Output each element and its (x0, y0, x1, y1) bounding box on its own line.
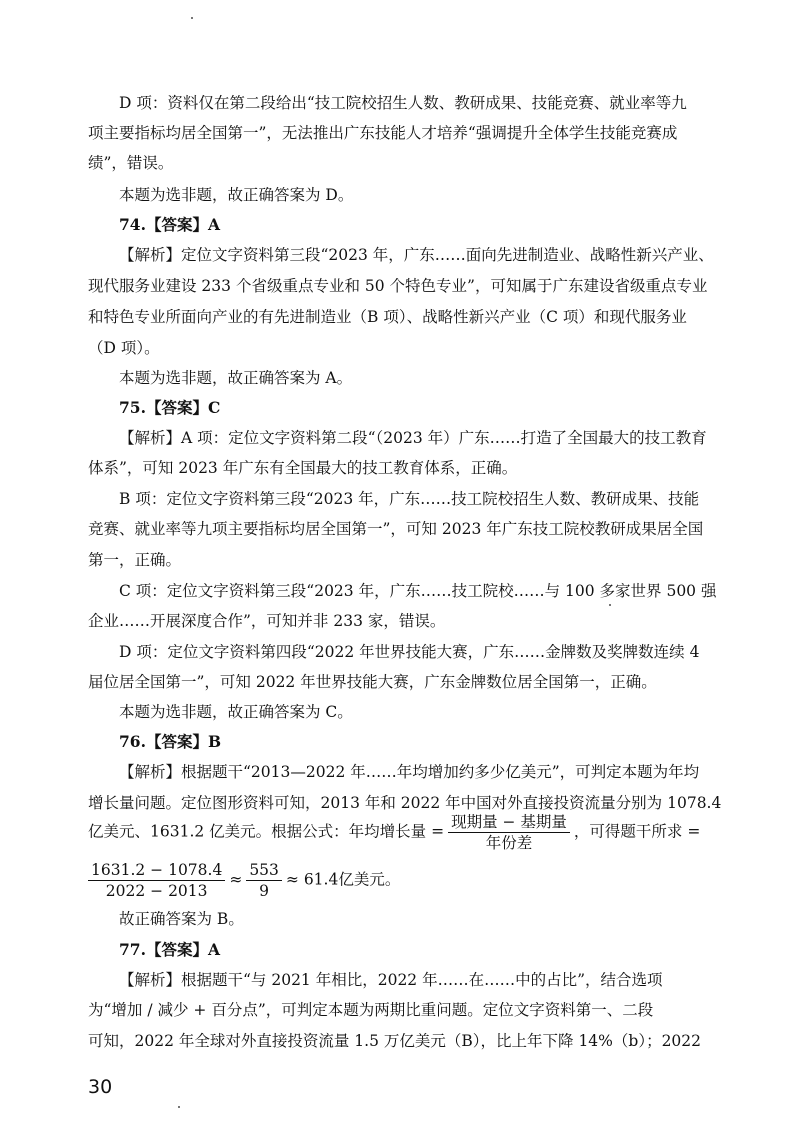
conclusion-75: 本题为选非题，故正确答案为 C。 (119, 703, 353, 721)
formula-intro-text: 亿美元、1631.2 亿美元。根据公式：年均增长量 = (88, 822, 445, 841)
answer-heading-76: 76.【答案】B (119, 732, 222, 751)
calc-fraction-2-denominator: 9 (259, 882, 270, 900)
conclusion-74: 本题为选非题，故正确答案为 A。 (119, 369, 353, 387)
conclusion-76: 故正确答案为 B。 (119, 910, 244, 928)
growth-formula-fraction (448, 812, 570, 853)
analysis-76-line4 (88, 860, 728, 901)
analysis-76-line2: 增长量问题。定位图形资料可知，2013 年和 2022 年中国对外直接投资流量分别为 1078.4 (88, 794, 722, 812)
analysis-75-a-line2: 体系”，可知 2023 年广东有全国最大的技工教育体系，正确。 (88, 459, 518, 477)
analysis-75-c-line2: 企业……开展深度合作”，可知并非 233 家，错误。 (88, 612, 446, 630)
calc-fraction-1-numerator: 1631.2 − 1078.4 (88, 860, 225, 881)
analysis-76-line1: 【解析】根据题干“2013—2022 年……年均增加约多少亿美元”，可判定本题为年均 (119, 763, 700, 781)
calc-fraction-1-denominator: 2022 − 2013 (105, 882, 208, 900)
analysis-75-b-line2: 竞赛、就业率等九项主要指标均居全国第一”，可知 2023 年广东技工院校教研成果居全国 (88, 520, 704, 538)
answer-heading-74: 74.【答案】A (119, 215, 220, 234)
growth-formula-numerator: 现期量 − 基期量 (448, 812, 570, 833)
calc-fraction-2 (246, 860, 282, 901)
analysis-76-line3 (88, 812, 728, 853)
analysis-74-line1: 【解析】定位文字资料第三段“2023 年，广东……面向先进制造业、战略性新兴产业、 (119, 246, 714, 264)
approx-sign: ≈ (229, 870, 243, 889)
analysis-75-a-line1: 【解析】A 项：定位文字资料第二段“（2023 年）广东……打造了全国最大的技工教育 (119, 429, 707, 447)
scan-speck (191, 17, 193, 19)
analysis-73-d-line1: D 项：资料仅在第二段给出“技工院校招生人数、教研成果、技能竞赛、就业率等九 (119, 94, 687, 112)
analysis-77-line3: 可知，2022 年全球对外直接投资流量 1.5 万亿美元（B），比上年下降 14%（b）；2022 (88, 1032, 702, 1050)
analysis-74-line3: 和特色专业所面向产业的有先进制造业（B 项）、战略性新兴产业（C 项）和现代服务业 (88, 308, 687, 326)
analysis-77-line2: 为“增加 / 减少 + 百分点”，可判定本题为两期比重问题。定位文字资料第一、二段 (88, 1001, 654, 1019)
growth-formula-denominator: 年份差 (485, 834, 533, 852)
answer-heading-75: 75.【答案】C (119, 398, 221, 417)
answer-heading-77: 77.【答案】A (119, 940, 220, 959)
analysis-77-line1: 【解析】根据题干“与 2021 年相比，2022 年……在……中的占比”，结合选项 (119, 971, 663, 989)
analysis-75-d-line1: D 项：定位文字资料第四段“2022 年世界技能大赛，广东……金牌数及奖牌数连续 4 (119, 643, 700, 661)
analysis-75-c-line1: C 项：定位文字资料第三段“2023 年，广东……技工院校……与 100 多家世界 500 强 (119, 582, 717, 600)
calc-fraction-2-numerator: 553 (246, 860, 282, 881)
analysis-74-line2: 现代服务业建设 233 个省级重点专业和 50 个特色专业”，可知属于广东建设省级重点专业 (88, 277, 708, 295)
analysis-73-d-line2: 项主要指标均居全国第一”，无法推出广东技能人才培养“强调提升全体学生技能竞赛成 (88, 124, 678, 142)
scan-speck (178, 1106, 180, 1108)
conclusion-73: 本题为选非题，故正确答案为 D。 (119, 186, 354, 204)
formula-result-text: ，可得题干所求 = (573, 822, 701, 841)
analysis-75-b-line3: 第一，正确。 (88, 551, 182, 569)
analysis-74-line4: （D 项）。 (88, 339, 160, 357)
analysis-75-d-line2: 届位居全国第一”，可知 2022 年世界技能大赛，广东金牌数位居全国第一，正确。 (88, 673, 657, 691)
scan-speck (609, 604, 611, 606)
page-number: 30 (88, 1076, 113, 1098)
analysis-75-b-line1: B 项：定位文字资料第三段“2023 年，广东……技工院校招生人数、教研成果、技能 (119, 490, 700, 508)
analysis-73-d-line3: 绩”，错误。 (88, 154, 174, 172)
calc-fraction-1 (88, 860, 225, 901)
calc-result-text: ≈ 61.4亿美元。 (285, 870, 401, 889)
